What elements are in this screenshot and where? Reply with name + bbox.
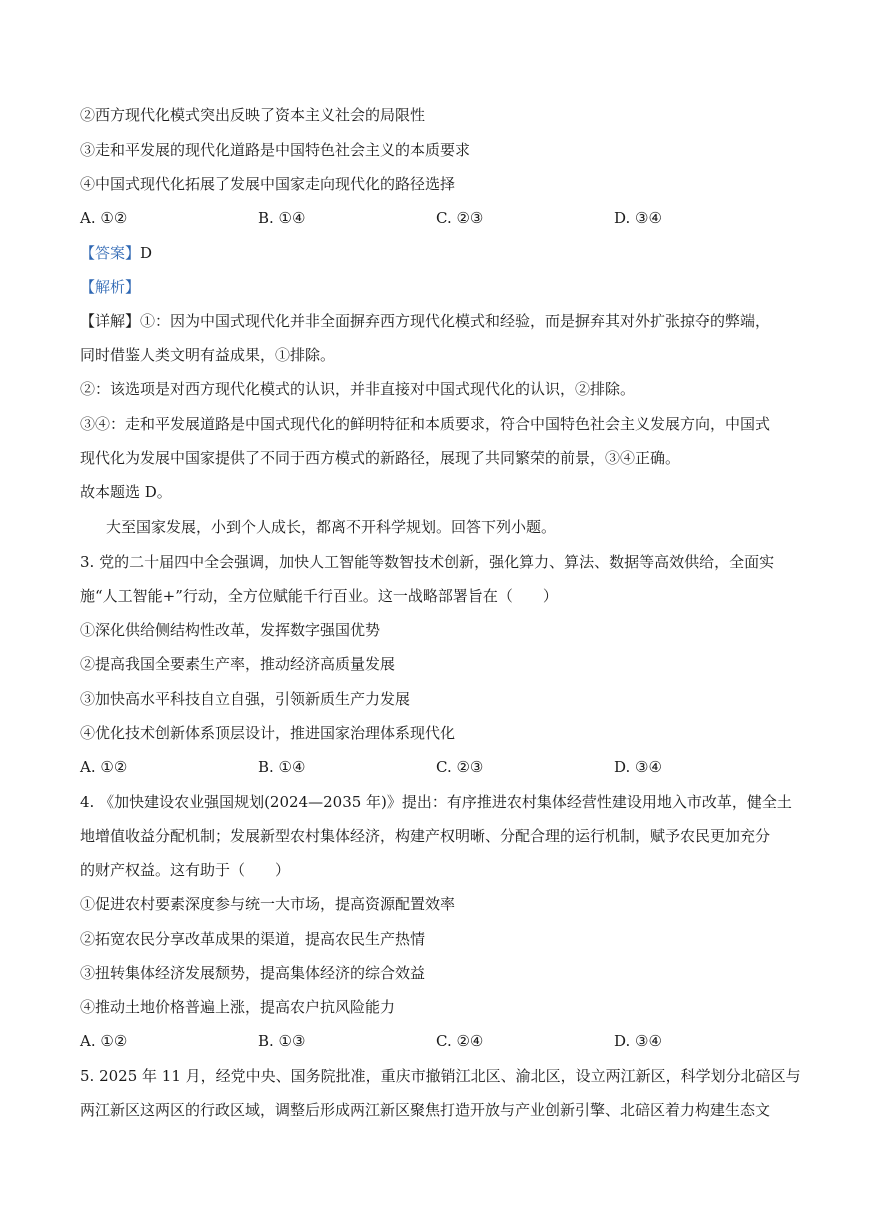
detail-line: ③④：走和平发展道路是中国式现代化的鲜明特征和本质要求，符合中国特色社会主义发展方向，中国式 — [80, 415, 771, 433]
q4-stem: 的财产权益。这有助于（ ） — [80, 861, 291, 879]
q4-option: ③扭转集体经济发展颓势，提高集体经济的综合效益 — [80, 964, 426, 982]
option-line: ③走和平发展的现代化道路是中国特色社会主义的本质要求 — [80, 141, 471, 159]
option-line: ④中国式现代化拓展了发展中国家走向现代化的路径选择 — [80, 175, 456, 193]
q3-option: ③加快高水平科技自立自强，引领新质生产力发展 — [80, 690, 411, 708]
choice-d: D. ③④ — [614, 1032, 662, 1050]
choice-b: B. ①③ — [258, 1032, 306, 1050]
detail-line: 现代化为发展中国家提供了不同于西方模式的新路径，展现了共同繁荣的前景，③④正确。 — [80, 449, 681, 467]
detail-line: 故本题选 D。 — [80, 483, 172, 501]
q3-stem: 3. 党的二十届四中全会强调，加快人工智能等数智技术创新，强化算力、算法、数据等高效供给，全面实 — [80, 553, 775, 571]
choice-d: D. ③④ — [614, 209, 662, 227]
q4-option: ②拓宽农民分享改革成果的渠道，提高农民生产热情 — [80, 930, 426, 948]
q3-choice-row — [80, 757, 810, 777]
option-line: ②西方现代化模式突出反映了资本主义社会的局限性 — [80, 106, 426, 124]
choice-b: B. ①④ — [258, 209, 306, 227]
q4-choice-row — [80, 1031, 810, 1051]
choice-c: C. ②④ — [436, 1032, 484, 1050]
q3-option: ②提高我国全要素生产率，推动经济高质量发展 — [80, 655, 396, 673]
answer-value: D — [140, 244, 153, 262]
choice-a: A. ①② — [80, 209, 128, 227]
answer-label: 【答案】 — [80, 244, 141, 262]
choice-c: C. ②③ — [436, 209, 484, 227]
detail-line: 同时借鉴人类文明有益成果，①排除。 — [80, 346, 336, 364]
q3-option: ①深化供给侧结构性改革，发挥数字强国优势 — [80, 621, 381, 639]
q4-stem: 4. 《加快建设农业强国规划(2024—2035 年)》提出：有序推进农村集体经营性建设用地入市改革，健全土 — [80, 793, 792, 811]
analysis-label: 【解析】 — [80, 278, 141, 296]
choice-a: A. ①② — [80, 1032, 128, 1050]
q5-stem: 5. 2025 年 11 月，经党中央、国务院批准，重庆市撤销江北区、渝北区，设立两江新区，科学划分北碚区与 — [80, 1067, 801, 1085]
intro-paragraph: 大至国家发展，小到个人成长，都离不开科学规划。回答下列小题。 — [106, 518, 557, 536]
q3-stem: 施“人工智能+”行动，全方位赋能千行百业。这一战略部署旨在（ ） — [80, 587, 558, 605]
q4-stem: 地增值收益分配机制；发展新型农村集体经济，构建产权明晰、分配合理的运行机制，赋予农民更加充分 — [80, 827, 771, 845]
answer-line — [80, 243, 810, 263]
detail-line: ②：该选项是对西方现代化模式的认识，并非直接对中国式现代化的认识，②排除。 — [80, 380, 636, 398]
choice-a: A. ①② — [80, 758, 128, 776]
choice-b: B. ①④ — [258, 758, 306, 776]
q3-option: ④优化技术创新体系顶层设计，推进国家治理体系现代化 — [80, 724, 456, 742]
q5-stem: 两江新区这两区的行政区域，调整后形成两江新区聚焦打造开放与产业创新引擎、北碚区着力构建生态文 — [80, 1101, 771, 1119]
q4-option: ①促进农村要素深度参与统一大市场，提高资源配置效率 — [80, 895, 456, 913]
detail-line: 【详解】①：因为中国式现代化并非全面摒弃西方现代化模式和经验，而是摒弃其对外扩张掠夺的弊端， — [80, 312, 771, 330]
q4-option: ④推动土地价格普遍上涨，提高农户抗风险能力 — [80, 998, 396, 1016]
choice-row — [80, 208, 810, 228]
choice-d: D. ③④ — [614, 758, 662, 776]
choice-c: C. ②③ — [436, 758, 484, 776]
